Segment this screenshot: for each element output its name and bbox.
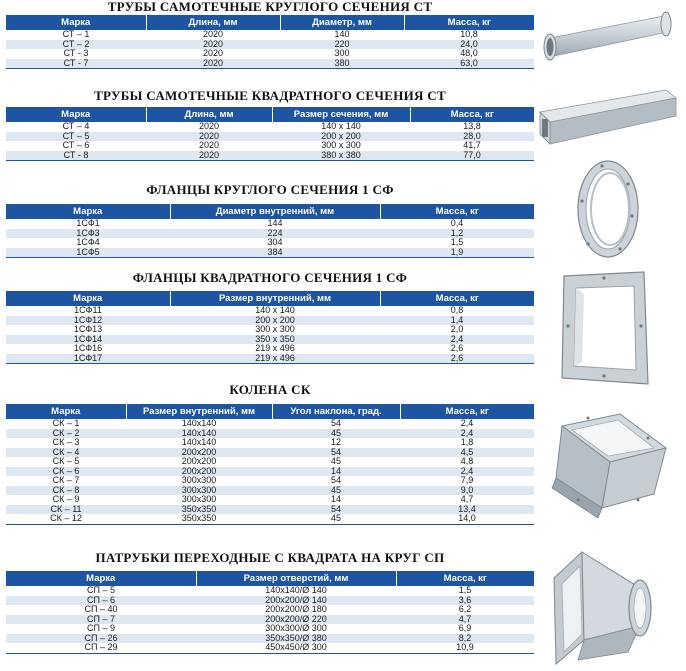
cell: 224 (170, 229, 380, 239)
cell: 144 (170, 219, 380, 229)
table-header (6, 204, 534, 219)
section-title: ПАТРУБКИ ПЕРЕХОДНЫЕ С КВАДРАТА НА КРУГ СП (95, 550, 445, 565)
cell: 2,4 (400, 467, 534, 477)
cell: СК – 6 (6, 467, 126, 477)
col-header: Длина, мм (146, 15, 280, 30)
col-header: Масса, кг (410, 107, 534, 122)
col-header: Масса, кг (404, 15, 534, 30)
cell: 1,9 (380, 248, 534, 258)
cell: СП – 26 (6, 634, 196, 644)
cell: СП – 6 (6, 596, 196, 606)
table-row (6, 486, 534, 496)
cell: СК – 12 (6, 514, 126, 524)
cell: 200х200/Ø 180 (196, 605, 396, 615)
cell: 219 х 496 (170, 354, 380, 364)
cell: СТ - 8 (6, 151, 146, 161)
table-row (6, 448, 534, 458)
cell: 45 (272, 486, 400, 496)
col-header: Марка (6, 204, 170, 219)
cell: 10,9 (396, 643, 534, 653)
cell: СТ – 1 (6, 30, 146, 40)
cell: 300х300 (126, 476, 272, 486)
cell: 140х140 (126, 438, 272, 448)
cell: 200х200 (126, 467, 272, 477)
cell: СК – 2 (6, 429, 126, 439)
cell: 2,4 (400, 419, 534, 429)
cell: 12 (272, 438, 400, 448)
col-header: Масса, кг (396, 571, 534, 586)
col-header: Марка (6, 404, 126, 419)
cell: 9,0 (400, 486, 534, 496)
cell: 1СФ14 (6, 335, 170, 345)
cell: 45 (272, 457, 400, 467)
cell: 4,7 (396, 615, 534, 625)
cell: 10,8 (404, 30, 534, 40)
cell: 350х350 (126, 514, 272, 524)
cell: 1СФ11 (6, 306, 170, 316)
square-flange-icon (556, 266, 654, 390)
table-header (6, 291, 534, 306)
cell: 300х300 (126, 486, 272, 496)
cell: 1СФ13 (6, 325, 170, 335)
cell: 2,0 (380, 325, 534, 335)
cell: 1СФ12 (6, 316, 170, 326)
cell: 2,6 (380, 354, 534, 364)
cell: СК – 11 (6, 505, 126, 515)
cell: 6,2 (396, 605, 534, 615)
col-header: Диаметр внутренний, мм (170, 204, 380, 219)
cell: 1СФ4 (6, 238, 170, 248)
table-round-flanges (6, 204, 534, 258)
cell: 0,8 (380, 306, 534, 316)
cell: 54 (272, 419, 400, 429)
cell: 45 (272, 429, 400, 439)
col-header: Марка (6, 107, 146, 122)
section-title: ТРУБЫ САМОТЕЧНЫЕ КРУГЛОГО СЕЧЕНИЯ СТ (107, 0, 433, 14)
cell: 2020 (146, 151, 272, 161)
cell: СТ – 5 (6, 132, 146, 142)
cell: 350х350/Ø 380 (196, 634, 396, 644)
table-row (6, 505, 534, 515)
cell: 13,4 (400, 505, 534, 515)
cell: 1,2 (380, 229, 534, 239)
cell: 200х200/Ø 140 (196, 596, 396, 606)
cell: 4,7 (400, 495, 534, 505)
col-header: Масса, кг (380, 204, 534, 219)
table-row (6, 476, 534, 486)
cell: СТ – 4 (6, 122, 146, 132)
cell: 45 (272, 514, 400, 524)
section-title: КОЛЕНА СК (229, 382, 311, 397)
cell: СК – 3 (6, 438, 126, 448)
table-square-pipes (6, 107, 534, 161)
col-header: Длина, мм (146, 107, 272, 122)
col-header: Масса, кг (400, 404, 534, 419)
cell: 1,8 (400, 438, 534, 448)
col-header: Марка (6, 571, 196, 586)
cell: СТ - 3 (6, 49, 146, 59)
cell: СТ - 7 (6, 59, 146, 69)
cell: 200 х 200 (170, 316, 380, 326)
cell: 54 (272, 476, 400, 486)
cell: 384 (170, 248, 380, 258)
cell: 2020 (146, 49, 280, 59)
cell: 8,2 (396, 634, 534, 644)
cell: 1,4 (380, 316, 534, 326)
cell: 28,0 (410, 132, 534, 142)
cell: 300 х 300 (272, 141, 410, 151)
col-header: Марка (6, 291, 170, 306)
table-row (6, 643, 534, 653)
col-header: Марка (6, 15, 146, 30)
table-row (6, 438, 534, 448)
cell: 1СФ1 (6, 219, 170, 229)
table-round-pipes (6, 15, 534, 69)
cell: 2,4 (400, 429, 534, 439)
cell: 2,4 (380, 335, 534, 345)
col-header: Размер внутренний, мм (126, 404, 272, 419)
cell: 1,5 (380, 238, 534, 248)
table-transitions (6, 571, 534, 654)
cell: СК – 8 (6, 486, 126, 496)
cell: СП – 9 (6, 624, 196, 634)
cell: 4,8 (400, 457, 534, 467)
table-row (6, 151, 534, 161)
cell: 1СФ3 (6, 229, 170, 239)
cell: 200х200 (126, 448, 272, 458)
cell: 140х140/Ø 140 (196, 586, 396, 596)
table-row (6, 457, 534, 467)
table-row (6, 429, 534, 439)
cell: 24,0 (404, 40, 534, 50)
cell: 2,6 (380, 344, 534, 354)
cell: 220 (280, 40, 404, 50)
cell: 54 (272, 448, 400, 458)
cell: 3,6 (396, 596, 534, 606)
col-header: Размер отверстий, мм (196, 571, 396, 586)
cell: СК – 1 (6, 419, 126, 429)
col-header: Масса, кг (380, 291, 534, 306)
round-pipe-icon (538, 10, 684, 70)
cell: 2020 (146, 30, 280, 40)
section-title: ФЛАНЦЫ КВАДРАТНОГО СЕЧЕНИЯ 1 СФ (132, 270, 408, 285)
cell: СП – 40 (6, 605, 196, 615)
table-header (6, 15, 534, 30)
table-row (6, 59, 534, 69)
cell: СК – 4 (6, 448, 126, 458)
cell: СК – 7 (6, 476, 126, 486)
cell: 54 (272, 505, 400, 515)
cell: СТ – 2 (6, 40, 146, 50)
cell: 2020 (146, 59, 280, 69)
elbow-icon (548, 408, 670, 520)
cell: 300 х 300 (170, 325, 380, 335)
table-row (6, 514, 534, 524)
cell: 200х200 (126, 457, 272, 467)
table-square-flanges (6, 291, 534, 364)
transition-icon (548, 548, 656, 668)
table-row (6, 248, 534, 258)
cell: 2020 (146, 40, 280, 50)
table-header (6, 107, 534, 122)
table-row (6, 495, 534, 505)
cell: 7,9 (400, 476, 534, 486)
table-elbows (6, 404, 534, 525)
cell: 450х450/Ø 300 (196, 643, 396, 653)
square-pipe-icon (536, 86, 684, 154)
cell: 14 (272, 495, 400, 505)
cell: СП – 5 (6, 586, 196, 596)
cell: СТ – 6 (6, 141, 146, 151)
cell: 140х140 (126, 429, 272, 439)
cell: СК – 5 (6, 457, 126, 467)
cell: 2020 (146, 132, 272, 142)
cell: 219 х 496 (170, 344, 380, 354)
cell: 41,7 (410, 141, 534, 151)
cell: 380 х 380 (272, 151, 410, 161)
section-title: ФЛАНЦЫ КРУГЛОГО СЕЧЕНИЯ 1 СФ (146, 182, 394, 197)
cell: 140х140 (126, 419, 272, 429)
table-row (6, 354, 534, 364)
cell: СК – 9 (6, 495, 126, 505)
cell: СП – 29 (6, 643, 196, 653)
table-header (6, 571, 534, 586)
cell: 300х300/Ø 300 (196, 624, 396, 634)
cell: 300х300 (126, 495, 272, 505)
col-header: Размер внутренний, мм (170, 291, 380, 306)
col-header: Угол наклона, град. (272, 404, 400, 419)
col-header: Размер сечения, мм (272, 107, 410, 122)
cell: СП – 7 (6, 615, 196, 625)
cell: 304 (170, 238, 380, 248)
cell: 6,9 (396, 624, 534, 634)
cell: 300 (280, 49, 404, 59)
cell: 140 х 140 (272, 122, 410, 132)
cell: 200 х 200 (272, 132, 410, 142)
cell: 350 х 350 (170, 335, 380, 345)
cell: 1СФ17 (6, 354, 170, 364)
cell: 350х350 (126, 505, 272, 515)
cell: 63,0 (404, 59, 534, 69)
section-title: ТРУБЫ САМОТЕЧНЫЕ КВАДРАТНОГО СЕЧЕНИЯ СТ (94, 88, 446, 103)
cell: 2020 (146, 141, 272, 151)
cell: 77,0 (410, 151, 534, 161)
cell: 4,5 (400, 448, 534, 458)
cell: 13,8 (410, 122, 534, 132)
cell: 0,4 (380, 219, 534, 229)
round-flange-icon (572, 156, 644, 262)
cell: 2020 (146, 122, 272, 132)
cell: 14 (272, 467, 400, 477)
cell: 1СФ16 (6, 344, 170, 354)
cell: 380 (280, 59, 404, 69)
cell: 140 х 140 (170, 306, 380, 316)
cell: 14,0 (400, 514, 534, 524)
col-header: Диаметр, мм (280, 15, 404, 30)
cell: 1,5 (396, 586, 534, 596)
table-header (6, 404, 534, 419)
table-row (6, 467, 534, 477)
cell: 1СФ5 (6, 248, 170, 258)
cell: 140 (280, 30, 404, 40)
cell: 200х200/Ø 220 (196, 615, 396, 625)
table-row (6, 419, 534, 429)
cell: 48,0 (404, 49, 534, 59)
